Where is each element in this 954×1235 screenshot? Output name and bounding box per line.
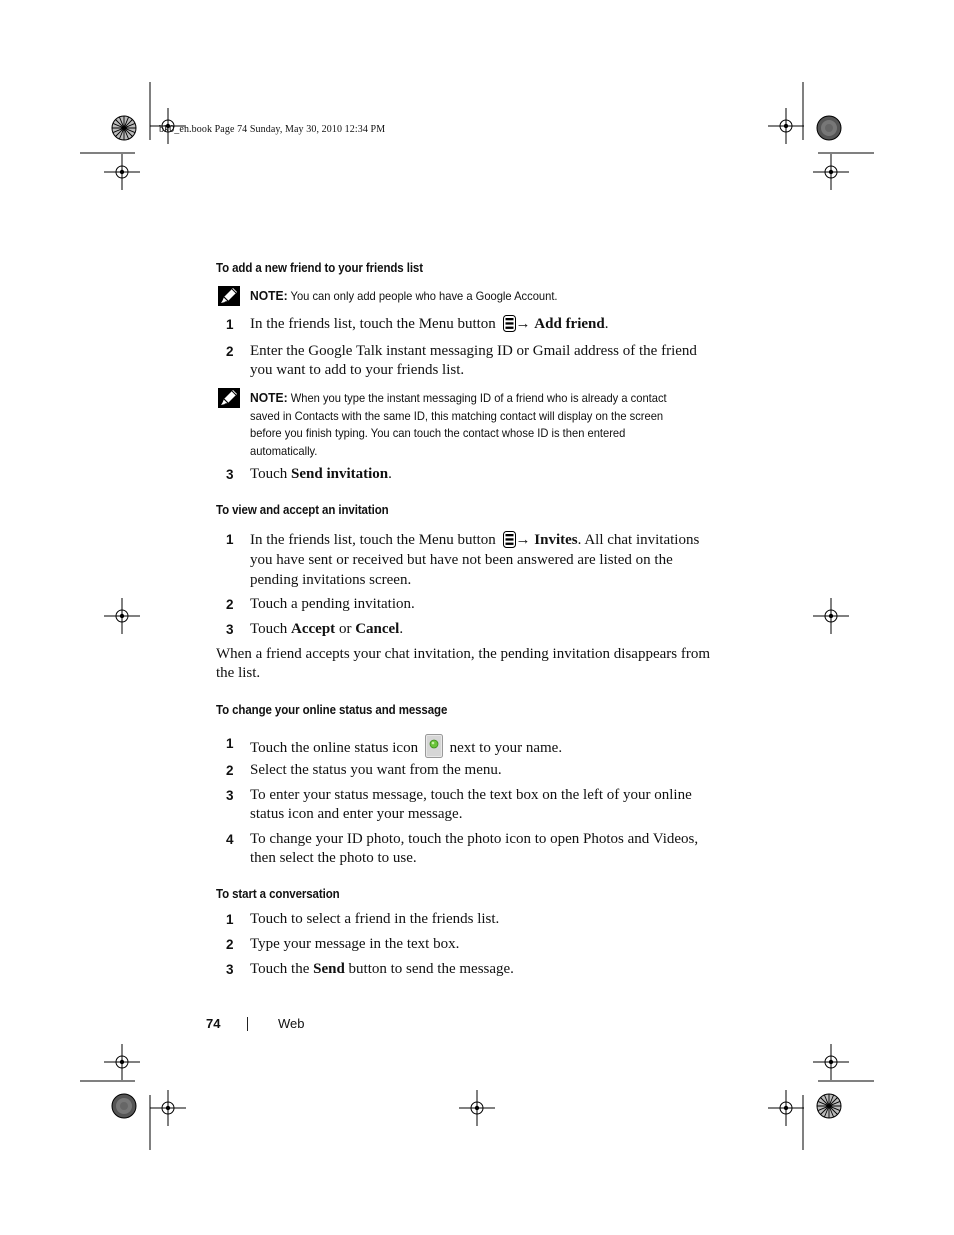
step-text: Touch [250, 621, 292, 637]
step-number: 2 [226, 937, 234, 952]
step-number: 1 [226, 912, 234, 927]
punct: . [399, 621, 404, 637]
step-number: 1 [226, 736, 234, 751]
step-number: 3 [226, 622, 234, 637]
step-text: Touch [250, 466, 292, 482]
keyword-invites: Invites [534, 532, 578, 548]
keyword-add-friend: Add friend [534, 316, 605, 332]
arrow: → [515, 532, 535, 548]
step-number: 2 [226, 597, 234, 612]
step-add-friend-3 [250, 465, 720, 484]
step-text: In the friends list, touch the Menu button [250, 532, 500, 548]
footer-divider [247, 1017, 248, 1031]
step-conversation-1: Touch to select a friend in the friends list. [250, 911, 500, 927]
registration-mark-icon [104, 598, 140, 634]
online-status-icon [425, 734, 443, 758]
step-number: 1 [226, 317, 234, 332]
paragraph-invitation-accepted: When a friend accepts your chat invitation, the pending invitation disappears from the list. [216, 646, 711, 681]
note-pencil-icon [218, 286, 240, 306]
step-text: Touch the online status icon [250, 740, 422, 756]
step-status-1 [250, 734, 720, 758]
step-status-2: Select the status you want from the menu. [250, 762, 502, 778]
registration-mark-icon [104, 154, 140, 190]
registration-mark-icon [768, 108, 804, 144]
note-body: When you type the instant messaging ID of a friend who is already a contact saved in Contacts with the same ID, this matching contact will display on the screen before you finish typing. You can touch the contact whose ID is then entered automatically. [250, 391, 667, 458]
note-label: NOTE: [250, 288, 288, 303]
step-invite-2: Touch a pending invitation. [250, 596, 415, 612]
registration-mark-icon [150, 1090, 186, 1126]
keyword-send-invitation: Send invitation [291, 466, 389, 482]
step-number: 3 [226, 467, 234, 482]
step-number: 3 [226, 962, 234, 977]
step-number: 1 [226, 532, 234, 547]
step-conversation-2: Type your message in the text box. [250, 936, 460, 952]
note-google-account [250, 287, 685, 306]
footer-section-name: Web [278, 1016, 305, 1031]
registration-mark-icon [768, 1090, 804, 1126]
step-invite-3 [250, 620, 720, 639]
heading-accept-invitation: To view and accept an invitation [216, 503, 389, 517]
step-status-4: To change your ID photo, touch the photo icon to open Photos and Videos, then select the photo to use. [250, 831, 699, 866]
punct: . [604, 316, 609, 332]
registration-mark-icon [817, 1094, 841, 1118]
punct: . [388, 466, 392, 482]
step-status-3: To enter your status message, touch the text box on the left of your online status icon and enter your message. [250, 787, 692, 822]
step-text: or [335, 621, 356, 637]
registration-mark-icon [112, 1094, 136, 1118]
note-label: NOTE: [250, 390, 288, 405]
keyword-cancel: Cancel [355, 621, 400, 637]
keyword-send: Send [313, 961, 345, 977]
step-number: 2 [226, 763, 234, 778]
note-body: You can only add people who have a Google Account. [287, 289, 558, 303]
registration-mark-icon [104, 1044, 140, 1080]
page-number: 74 [206, 1016, 221, 1031]
registration-mark-icon [813, 154, 849, 190]
step-number: 4 [226, 832, 234, 847]
step-text: next to your name. [445, 740, 563, 756]
registration-mark-icon [459, 1090, 495, 1126]
step-conversation-3 [250, 960, 720, 979]
note-matching-contact [250, 389, 685, 460]
step-invite-1 [250, 530, 720, 590]
step-text: button to send the message. [344, 961, 514, 977]
note-pencil-icon [218, 388, 240, 408]
arrow: → [515, 316, 535, 332]
menu-button-icon [503, 315, 516, 332]
menu-button-icon [503, 531, 516, 548]
heading-add-friend: To add a new friend to your friends list [216, 261, 423, 275]
step-text: In the friends list, touch the Menu button [250, 316, 500, 332]
step-number: 3 [226, 788, 234, 803]
step-text: . All chat invitations you have sent or received but have not been answered are listed on the pending invitations screen. [250, 532, 700, 588]
step-text: Touch the [250, 961, 314, 977]
step-number: 2 [226, 344, 234, 359]
step-add-friend-2: Enter the Google Talk instant messaging ID or Gmail address of the friend you want to add to your friends list. [250, 343, 697, 378]
registration-mark-icon [813, 598, 849, 634]
book-slug: bk0_en.book Page 74 Sunday, May 30, 2010 12:34 PM [159, 124, 386, 135]
step-add-friend-1 [250, 315, 720, 334]
heading-online-status: To change your online status and message [216, 703, 448, 717]
registration-mark-icon [813, 1044, 849, 1080]
keyword-accept: Accept [291, 621, 336, 637]
registration-mark-icon [112, 116, 136, 140]
registration-mark-icon [817, 116, 841, 140]
heading-start-conversation: To start a conversation [216, 887, 340, 901]
